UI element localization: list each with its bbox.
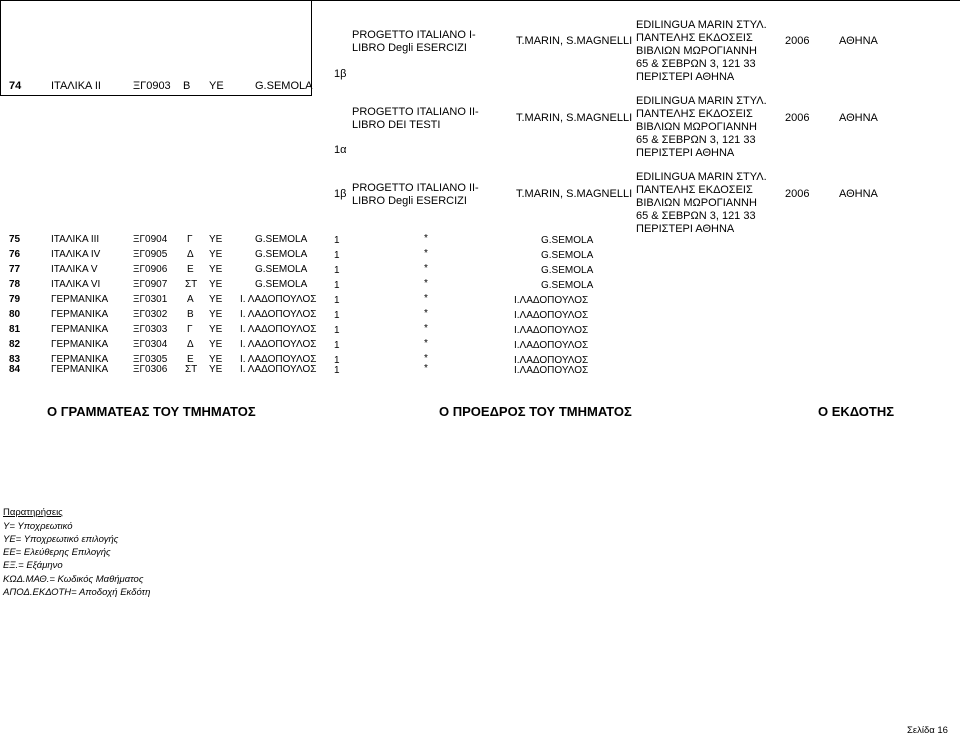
notes-line: ΕΕ= Ελεύθερης Επιλογής [3,547,111,558]
row-semester: Γ [187,324,193,335]
row-accept: Ι.ΛΑΔΟΠΟΥΛΟΣ [514,325,589,336]
row-code: ΞΓ0907 [133,279,168,290]
row-type: ΥΕ [209,354,223,365]
row-count: 1 [334,295,340,306]
row74-no: 74 [9,80,22,92]
row-count: 1 [334,355,340,366]
row-subject: ΓΕΡΜΑΝΙΚΑ [51,324,109,335]
row-mark: * [424,363,428,374]
row-teacher: G.SEMOLA [255,264,308,275]
row-semester: Α [187,294,194,305]
book3-publisher: EDILINGUA MARIN ΣΤΥΛ. ΠΑΝΤΕΛΗΣ ΕΚΔΟΣΕΙΣ ΒΙΒΛΙΩΝ ΜΩΡΟΓΙΑΝΝΗ 65 & ΣΕΒΡΩΝ 3, 121 33 ΠΕΡΙΣΤΕΡΙ ΑΘΗΝΑ [636,171,767,235]
row-accept: Ι.ΛΑΔΟΠΟΥΛΟΣ [514,340,589,351]
row-count: 1 [334,310,340,321]
row-mark: * [424,353,428,364]
row74-bottom-border [0,95,312,96]
book2-city: ΑΘΗΝΑ [839,112,878,124]
notes-line: ΚΩΔ.ΜΑΘ.= Κωδικός Μαθήματος [3,574,144,585]
notes-line: ΑΠΟΔ.ΕΚΔΟΤΗ= Αποδοχή Εκδότη [3,587,151,598]
row-count: 1 [334,365,340,376]
book3-city: ΑΘΗΝΑ [839,188,878,200]
book1-publisher: EDILINGUA MARIN ΣΤΥΛ. ΠΑΝΤΕΛΗΣ ΕΚΔΟΣΕΙΣ ΒΙΒΛΙΩΝ ΜΩΡΟΓΙΑΝΝΗ 65 & ΣΕΒΡΩΝ 3, 121 33 ΠΕΡΙΣΤΕΡΙ ΑΘΗΝΑ [636,19,767,83]
row-semester: Γ [187,234,193,245]
book1-title: PROGETTO ITALIANO I-LIBRO Degli ESERCIZI [352,29,476,54]
row-no: 82 [9,339,21,350]
row-mark: * [424,263,428,274]
book3-author: T.MARIN, S.MAGNELLI [516,188,633,200]
row-accept: G.SEMOLA [541,250,594,261]
book2-title: PROGETTO ITALIANO II-LIBRO DEI TESTI [352,106,479,131]
row-subject: ΙΤΑΛΙΚΑ ΙV [51,249,101,260]
row-teacher: Ι. ΛΑΔΟΠΟΥΛΟΣ [240,354,317,365]
row-mark: * [424,293,428,304]
row-count: 1 [334,325,340,336]
row-type: ΥΕ [209,309,223,320]
row-subject: ΓΕΡΜΑΝΙΚΑ [51,354,109,365]
row-semester: Ε [187,264,194,275]
row-accept: G.SEMOLA [541,265,594,276]
row-code: ΞΓ0304 [133,339,168,350]
notes-heading: Παρατηρήσεις [3,507,63,518]
row-subject: ΓΕΡΜΑΝΙΚΑ [51,364,109,375]
row-semester: ΣΤ [185,364,198,375]
row74-semester: Β [183,80,191,92]
row-code: ΞΓ0906 [133,264,168,275]
row-count: 1 [334,250,340,261]
row-subject: ΓΕΡΜΑΝΙΚΑ [51,339,109,350]
book3-level: 1β [334,188,347,200]
row-no: 77 [9,264,21,275]
book1-year: 2006 [785,35,810,47]
row-code: ΞΓ0305 [133,354,168,365]
row-code: ΞΓ0301 [133,294,168,305]
signature-publisher: Ο ΕΚΔΟΤΗΣ [818,404,895,419]
row-accept: G.SEMOLA [541,280,594,291]
row-code: ΞΓ0306 [133,364,168,375]
row-semester: Ε [187,354,194,365]
row-accept: Ι.ΛΑΔΟΠΟΥΛΟΣ [514,355,589,366]
row-semester: Δ [187,339,194,350]
row-accept: Ι.ΛΑΔΟΠΟΥΛΟΣ [514,295,589,306]
notes-line: ΕΞ.= Εξάμηνο [3,560,63,571]
book2-level: 1α [334,144,347,156]
row-accept: G.SEMOLA [541,235,594,246]
row74-subject: ΙΤΑΛΙΚΑ ΙΙ [51,80,101,92]
row-count: 1 [334,280,340,291]
row-semester: Δ [187,249,194,260]
row-no: 78 [9,279,21,290]
row-no: 83 [9,354,21,365]
row-teacher: Ι. ΛΑΔΟΠΟΥΛΟΣ [240,364,317,375]
notes-line: Υ= Υποχρεωτικό [3,521,73,532]
row-teacher: G.SEMOLA [255,279,308,290]
book2-year: 2006 [785,112,810,124]
row74-type: ΥΕ [209,80,224,92]
row-subject: ΙΤΑΛΙΚΑ ΙΙΙ [51,234,100,245]
row-subject: ΓΕΡΜΑΝΙΚΑ [51,309,109,320]
row-no: 80 [9,309,21,320]
book1-level: 1β [334,68,347,80]
row-teacher: Ι. ΛΑΔΟΠΟΥΛΟΣ [240,294,317,305]
row-mark: * [424,323,428,334]
row-semester: Β [187,309,194,320]
row-subject: ΙΤΑΛΙΚΑ VΙ [51,279,101,290]
book1-city: ΑΘΗΝΑ [839,35,878,47]
row-type: ΥΕ [209,249,223,260]
row-teacher: Ι. ΛΑΔΟΠΟΥΛΟΣ [240,309,317,320]
row-semester: ΣΤ [185,279,198,290]
book1-author: T.MARIN, S.MAGNELLI [516,35,633,47]
row-type: ΥΕ [209,234,223,245]
row-type: ΥΕ [209,294,223,305]
table-top-border [0,0,960,1]
row-code: ΞΓ0905 [133,249,168,260]
signature-secretary: Ο ΓΡΑΜΜΑΤΕΑΣ ΤΟΥ ΤΜΗΜΑΤΟΣ [47,404,256,419]
row-accept: Ι.ΛΑΔΟΠΟΥΛΟΣ [514,365,589,376]
row-type: ΥΕ [209,279,223,290]
row-type: ΥΕ [209,364,223,375]
book2-publisher: EDILINGUA MARIN ΣΤΥΛ. ΠΑΝΤΕΛΗΣ ΕΚΔΟΣΕΙΣ ΒΙΒΛΙΩΝ ΜΩΡΟΓΙΑΝΝΗ 65 & ΣΕΒΡΩΝ 3, 121 33 ΠΕΡΙΣΤΕΡΙ ΑΘΗΝΑ [636,95,767,159]
row74-left-border [0,0,1,96]
row-no: 75 [9,234,21,245]
row-no: 79 [9,294,21,305]
row-type: ΥΕ [209,339,223,350]
row-teacher: Ι. ΛΑΔΟΠΟΥΛΟΣ [240,339,317,350]
page-number: Σελίδα 16 [907,725,948,736]
row-mark: * [424,248,428,259]
row-type: ΥΕ [209,324,223,335]
row-code: ΞΓ0302 [133,309,168,320]
row-subject: ΙΤΑΛΙΚΑ V [51,264,98,275]
notes-line: ΥΕ= Υποχρεωτικό επιλογής [3,534,119,545]
row-teacher: G.SEMOLA [255,249,308,260]
row-count: 1 [334,265,340,276]
row-mark: * [424,308,428,319]
row-code: ΞΓ0904 [133,234,168,245]
book2-author: T.MARIN, S.MAGNELLI [516,112,633,124]
row-mark: * [424,233,428,244]
row-accept: Ι.ΛΑΔΟΠΟΥΛΟΣ [514,310,589,321]
row-count: 1 [334,340,340,351]
row-teacher: G.SEMOLA [255,234,308,245]
row74-code: ΞΓ0903 [133,80,171,92]
row-subject: ΓΕΡΜΑΝΙΚΑ [51,294,109,305]
row-no: 81 [9,324,21,335]
row74-teacher: G.SEMOLA [255,80,313,92]
row-mark: * [424,338,428,349]
row-count: 1 [334,235,340,246]
signature-chair: Ο ΠΡΟΕΔΡΟΣ ΤΟΥ ΤΜΗΜΑΤΟΣ [439,404,632,419]
book3-year: 2006 [785,188,810,200]
row-mark: * [424,278,428,289]
row-teacher: Ι. ΛΑΔΟΠΟΥΛΟΣ [240,324,317,335]
row-code: ΞΓ0303 [133,324,168,335]
row-type: ΥΕ [209,264,223,275]
row-no: 76 [9,249,21,260]
row-no: 84 [9,364,21,375]
book3-title: PROGETTO ITALIANO II-LIBRO Degli ESERCIZI [352,182,479,207]
